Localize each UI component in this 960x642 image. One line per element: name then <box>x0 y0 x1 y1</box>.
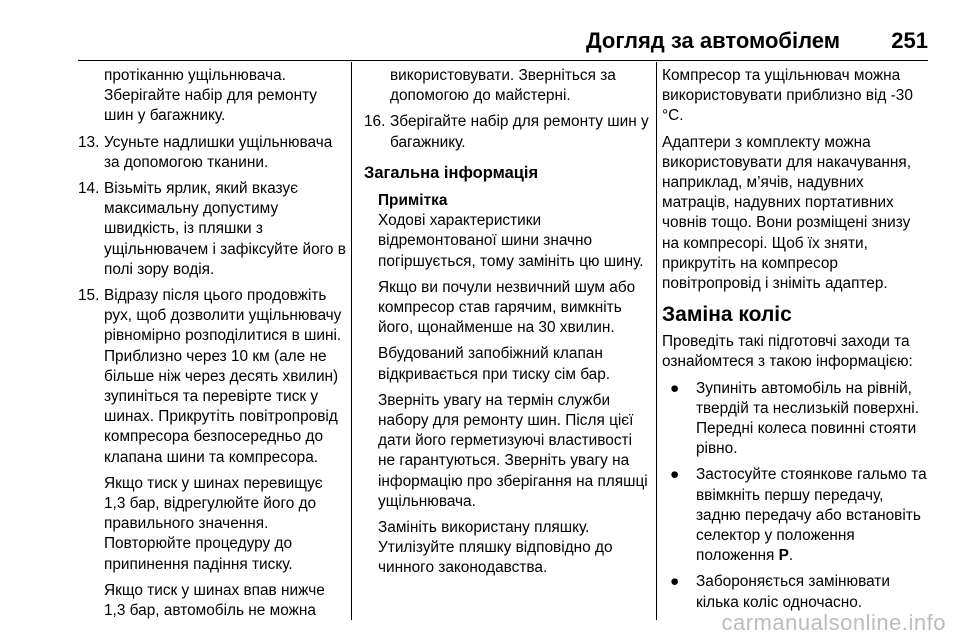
step-text: Візьміть ярлик, який вказує максимальну допустиму швидкість, із пляшки з ущільнювачем і зафіксуйте його в полі зору водія. <box>104 180 346 278</box>
column-2 <box>364 66 650 585</box>
continuation-text: протіканню ущільнювача. Зберігайте набір для ремонту шин у багажнику. <box>104 67 317 125</box>
bullet-item <box>662 465 930 566</box>
gear-position-label: P <box>778 547 789 565</box>
bullet-text: Застосуйте стоянкове гальмо та ввімкніть першу передачу, задню передачу або встановіть селектор у положення положення <box>696 466 927 565</box>
step-14 <box>78 179 346 280</box>
bullet-text: Забороняється замінювати кілька коліс одночасно. <box>696 573 890 611</box>
intro-paragraph: Проведіть такі підготовчі заходи та ознайомтеся з такою інформацією: <box>662 333 913 371</box>
step-15 <box>78 286 346 621</box>
note-paragraph: Замініть використану пляшку. Утилізуйте пляшку відповідно до чинного законодавства. <box>378 519 613 577</box>
bullet-item <box>662 379 930 460</box>
step-16 <box>364 112 650 152</box>
page-title: Догляд за автомобілем <box>585 28 840 53</box>
bullet-icon: ● <box>670 466 680 484</box>
bullet-text: Зупиніть автомобіль на рівній, твердій та неслизькій поверхні. Передні колеса повинні стояти рівно. <box>696 379 919 458</box>
note-paragraph: Ходові характеристики відремонтованої шини значно погіршується, тому замініть цю шину. <box>378 212 644 270</box>
bullet-text-end: . <box>788 547 794 565</box>
step-13 <box>78 133 346 173</box>
column-divider-1 <box>351 62 352 620</box>
step-text: Зберігайте набір для ремонту шин у багажнику. <box>390 113 649 151</box>
section-heading: Заміна коліс <box>662 303 792 327</box>
note-paragraph: Якщо ви почули незвичний шум або компресор став гарячим, вимкніть його, щонайменше на 30 хвилин. <box>378 278 636 337</box>
step-number: 16. <box>364 113 386 131</box>
page-header <box>0 18 960 58</box>
page-number: 251 <box>891 28 928 53</box>
header-divider <box>78 60 928 61</box>
column-divider-2 <box>656 62 657 620</box>
step-text: Усуньте надлишки ущільнювача за допомогою тканини. <box>104 133 333 171</box>
step-subparagraph: Якщо тиск у шинах впав нижче 1,3 бар, автомобіль не можна <box>104 581 325 620</box>
step-number: 14. <box>78 180 100 198</box>
continuation-text: використовувати. Зверніться за допомогою до майстерні. <box>390 67 616 105</box>
step-number: 15. <box>78 287 100 305</box>
paragraph: Компресор та ущільнювач можна використовувати приблизно від -30 °C. <box>662 67 913 125</box>
note-title: Примітка <box>378 192 448 210</box>
note-box <box>364 191 650 579</box>
column-3 <box>662 66 930 619</box>
note-paragraph: Зверніть увагу на термін служби набору для ремонту шин. Після цієї дати його герметизуючі властивості не гарантуються. Зверніть увагу на інформацію про зберігання на пляшці ущільнювача. <box>378 391 648 510</box>
section-heading: Загальна інформація <box>364 163 539 182</box>
bullet-item <box>662 572 930 612</box>
note-paragraph: Вбудований запобіжний клапан відкривається при тиску сім бар. <box>378 345 611 383</box>
step-text: Відразу після цього продовжіть рух, щоб дозволити ущільнювачу рівномірно розподілитися в шині. Приблизно через 10 км (але не більше ніж через десять хвилин) зупиніться та перевірте тиск у шинах. Прикрутіть повітропровід компресора безпосередньо до клапана шини та компресора. <box>104 287 342 466</box>
paragraph: Адаптери з комплекту можна використовувати для накачування, наприклад, м’ячів, надувних матраців, надувних портативних човнів тощо. Вони розміщені знизу на компресорі. Щоб їх зняти, прикрутіть на компресор повітропровід і зніміть адаптер. <box>662 133 912 293</box>
bullet-icon: ● <box>670 379 680 397</box>
column-1 <box>78 66 346 627</box>
step-number: 13. <box>78 133 100 151</box>
bullet-icon: ● <box>670 573 680 591</box>
step-subparagraph: Якщо тиск у шинах перевищує 1,3 бар, відрегулюйте його до правильного значення. Повторюйте процедуру до припинення падіння тиску. <box>104 474 323 573</box>
watermark: carmanualsonline.info <box>721 610 946 635</box>
